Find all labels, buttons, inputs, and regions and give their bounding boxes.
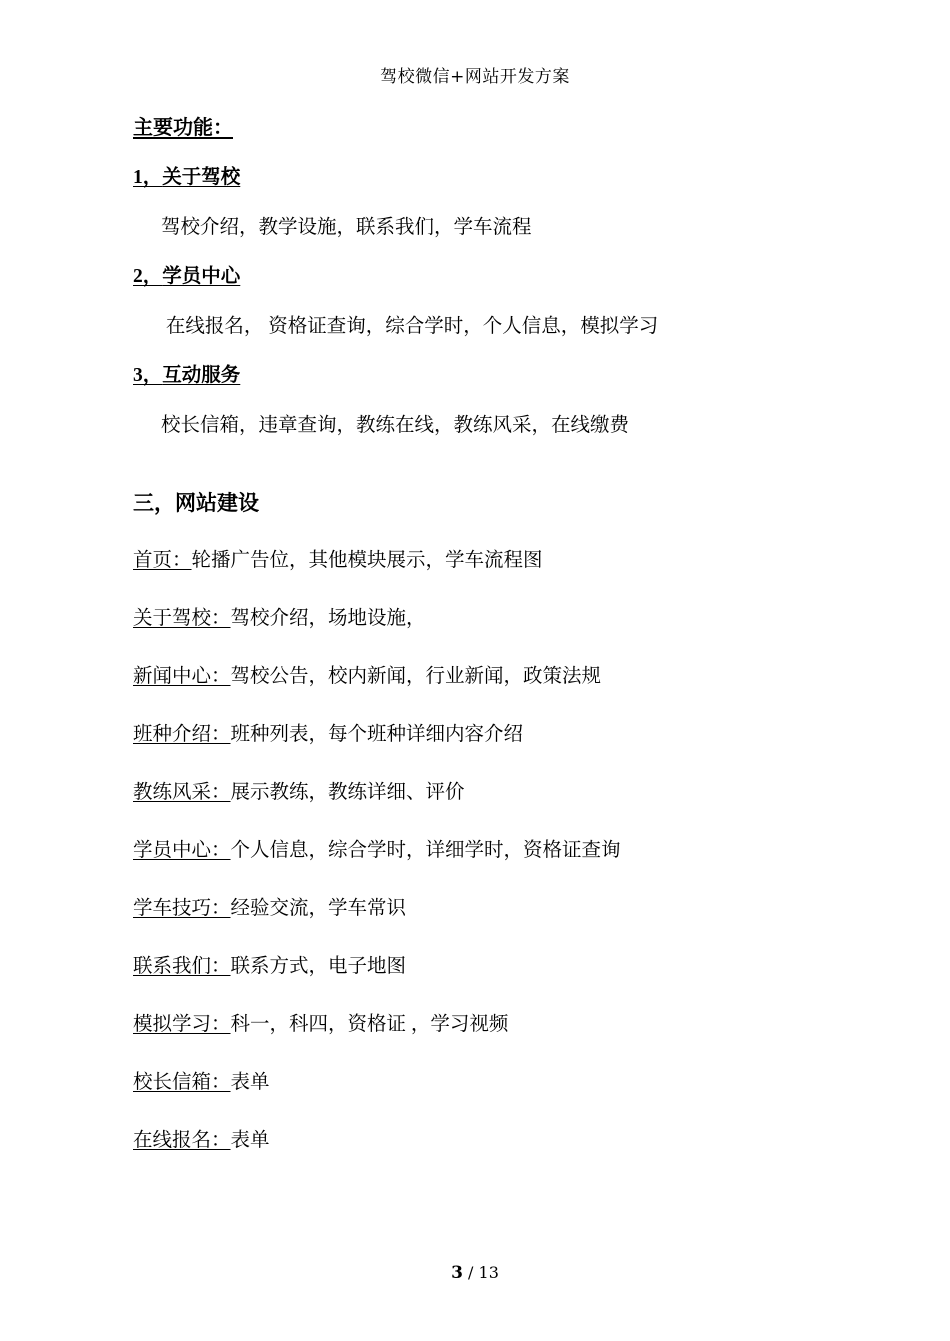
website-row-value: 驾校介绍，场地设施， — [230, 608, 426, 629]
feature-2-number: 2， — [133, 266, 163, 287]
footer-separator: / — [462, 1263, 479, 1282]
website-row-value: 班种列表，每个班种详细内容介绍 — [230, 724, 524, 745]
website-row-label: 关于驾校： — [133, 608, 231, 629]
website-row-label: 学车技巧： — [133, 898, 231, 919]
website-row-value: 经验交流，学车常识 — [230, 898, 407, 919]
feature-1-detail: 驾校介绍，教学设施，联系我们，学车流程 — [161, 216, 532, 238]
website-row-value: 轮播广告位，其他模块展示，学车流程图 — [191, 550, 543, 571]
website-heading: 三，网站建设 — [133, 491, 259, 515]
feature-2-detail: 在线报名， 资格证查询，综合学时，个人信息，模拟学习 — [161, 315, 659, 337]
website-row — [133, 834, 823, 862]
website-row-label: 在线报名： — [133, 1130, 231, 1151]
footer-current-page: 3 — [451, 1263, 463, 1283]
website-row — [133, 544, 823, 572]
website-row — [133, 1124, 823, 1152]
feature-3-detail: 校长信箱，违章查询，教练在线，教练风采，在线缴费 — [161, 414, 630, 436]
feature-2-title: 学员中心 — [162, 266, 241, 287]
feature-3-title: 互动服务 — [162, 365, 241, 386]
website-row-label: 校长信箱： — [133, 1072, 231, 1093]
feature-item-1 — [133, 168, 823, 188]
feature-item-3 — [133, 366, 823, 386]
website-heading-block — [133, 493, 823, 514]
website-row-label: 教练风采： — [133, 782, 231, 803]
footer-total-pages: 13 — [478, 1263, 499, 1282]
website-row — [133, 602, 823, 630]
page-footer — [0, 1263, 950, 1283]
website-row-value: 展示教练，教练详细、评价 — [230, 782, 465, 803]
website-row — [133, 1008, 823, 1036]
document-header-title: 驾校微信+网站开发方案 — [380, 67, 570, 87]
website-row-label: 首页： — [133, 550, 192, 571]
website-row — [133, 950, 823, 978]
feature-1-title: 关于驾校 — [162, 167, 241, 188]
website-row-value: 驾校公告，校内新闻，行业新闻，政策法规 — [230, 666, 602, 687]
website-row — [133, 718, 823, 746]
section-spacer — [133, 465, 823, 493]
website-row-value: 科一，科四，资格证 ，学习视频 — [230, 1014, 509, 1035]
feature-item-2 — [133, 267, 823, 287]
website-row-value: 表单 — [230, 1130, 270, 1151]
feature-1-number: 1， — [133, 167, 163, 188]
document-body — [133, 118, 823, 1182]
website-row-value: 表单 — [230, 1072, 270, 1093]
feature-item-2-detail-wrap — [133, 317, 823, 337]
features-heading-block — [133, 118, 823, 138]
website-row — [133, 776, 823, 804]
website-row-label: 模拟学习： — [133, 1014, 231, 1035]
feature-3-number: 3， — [133, 365, 163, 386]
feature-item-3-detail-wrap — [133, 416, 823, 436]
website-row-label: 学员中心： — [133, 840, 231, 861]
website-row — [133, 892, 823, 920]
website-row — [133, 660, 823, 688]
features-heading: 主要功能： — [133, 117, 233, 139]
website-row — [133, 1066, 823, 1094]
website-row-value: 个人信息，综合学时，详细学时，资格证查询 — [230, 840, 621, 861]
website-row-label: 班种介绍： — [133, 724, 231, 745]
website-row-value: 联系方式，电子地图 — [230, 956, 407, 977]
website-row-label: 联系我们： — [133, 956, 231, 977]
website-row-label: 新闻中心： — [133, 666, 231, 687]
feature-item-1-detail-wrap — [133, 218, 823, 238]
